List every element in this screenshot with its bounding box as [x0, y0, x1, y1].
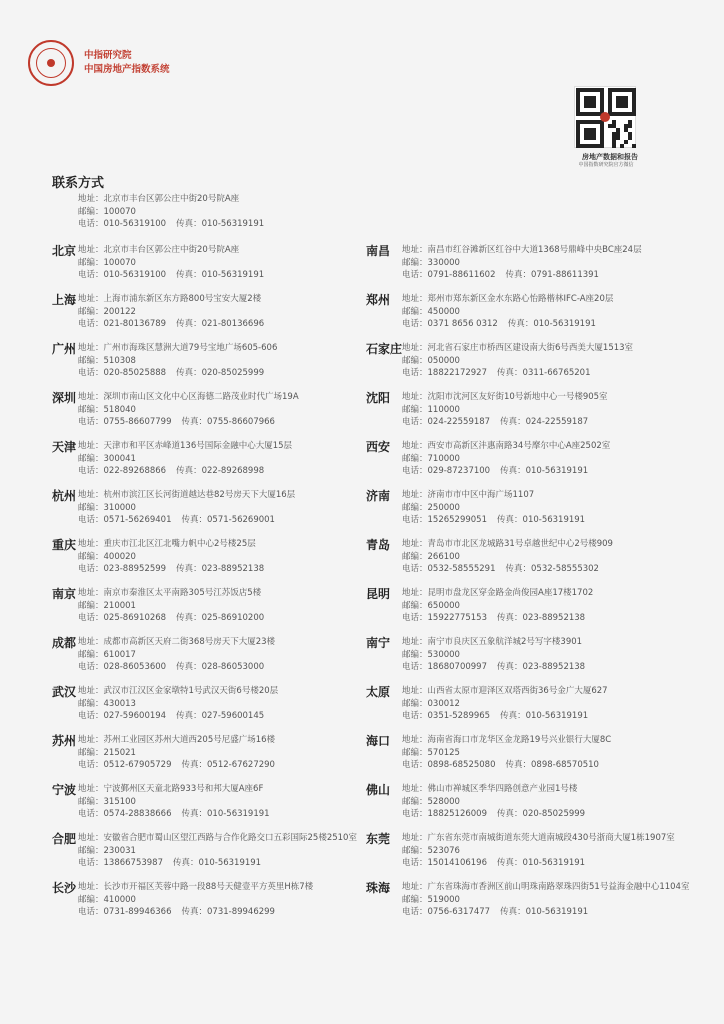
address-value: 济南市市中区中海广场1107	[427, 490, 535, 500]
postcode-value: 400020	[103, 551, 136, 562]
office-city: 深圳	[52, 391, 77, 405]
phone-label: 电话：	[402, 564, 428, 574]
phone-value: 0574-28838666	[103, 809, 172, 819]
address-value: 山西省太原市迎泽区双塔西街36号金广大厦627	[427, 686, 608, 696]
address-label: 地址：	[402, 735, 428, 745]
postcode-value: 266100	[427, 551, 460, 562]
phone-label: 电话：	[402, 662, 428, 672]
postcode-label: 邮编：	[78, 845, 104, 856]
postcode-label: 邮编：	[78, 502, 104, 513]
phone-value: 022-89268866	[103, 466, 167, 476]
address-label: 地址：	[78, 588, 104, 598]
fax-label: 传真：	[181, 760, 207, 770]
address-label: 地址：	[402, 588, 428, 598]
office-info	[402, 881, 689, 919]
fax-label: 传真：	[176, 270, 202, 280]
office-city: 天津	[52, 440, 77, 454]
office-info	[402, 832, 675, 870]
postcode-value: 100070	[103, 257, 136, 268]
phone-label: 电话：	[402, 417, 428, 427]
phone-value: 029-87237100	[427, 466, 491, 476]
office-info	[78, 783, 270, 821]
office-info	[78, 832, 357, 870]
postcode-value: 430013	[103, 698, 136, 709]
phone-value: 0532-58555291	[427, 564, 496, 574]
office-info	[402, 391, 608, 429]
office-info	[78, 587, 264, 625]
fax-label: 传真：	[176, 662, 202, 672]
phone-label: 电话：	[402, 466, 428, 476]
address-label: 地址：	[402, 392, 428, 402]
address-label: 地址：	[78, 441, 104, 451]
phone-value: 18825126009	[427, 809, 488, 819]
fax-value: 010-56319191	[207, 809, 270, 819]
phone-value: 024-22559187	[427, 417, 491, 427]
fax-label: 传真：	[497, 858, 523, 868]
phone-value: 025-86910268	[103, 613, 167, 623]
fax-label: 传真：	[505, 760, 531, 770]
postcode-label: 邮编：	[78, 206, 104, 217]
postcode-label: 邮编：	[78, 257, 104, 268]
phone-value: 15014106196	[427, 858, 488, 868]
office-info	[78, 636, 275, 674]
postcode-value: 230031	[103, 845, 136, 856]
postcode-value: 310000	[103, 502, 136, 513]
fax-value: 010-56319191	[533, 319, 596, 329]
logo-icon	[28, 40, 74, 86]
address-value: 宁波鄞州区天童北路933号和邦大厦A座6F	[103, 784, 264, 794]
fax-value: 010-56319191	[201, 270, 265, 280]
fax-value: 010-56319191	[525, 711, 589, 721]
office-city: 郑州	[366, 293, 391, 307]
office-info	[402, 587, 593, 625]
fax-label: 传真：	[176, 368, 202, 378]
address-label: 地址：	[78, 539, 104, 549]
fax-value: 0791-88611391	[531, 270, 599, 280]
postcode-label: 邮编：	[402, 404, 428, 415]
fax-value: 021-80136696	[201, 319, 265, 329]
office-info	[78, 685, 278, 723]
fax-label: 传真：	[500, 417, 526, 427]
postcode-label: 邮编：	[78, 404, 104, 415]
address-value: 郑州市郑东新区金水东路心怡路楷林IFC-A座20层	[427, 294, 614, 304]
postcode-value: 200122	[103, 306, 136, 317]
fax-value: 0898-68570510	[531, 760, 599, 770]
phone-value: 0351-5289965	[427, 711, 491, 721]
address-value: 天津市和平区赤峰道136号国际金融中心大厦15层	[103, 441, 293, 451]
office-city: 昆明	[366, 587, 391, 601]
address-value: 深圳市南山区文化中心区海德二路茂业时代广场19A	[103, 392, 299, 402]
office-info	[78, 293, 264, 331]
postcode-label: 邮编：	[402, 796, 428, 807]
phone-label: 电话：	[78, 417, 104, 427]
office-city: 西安	[366, 440, 391, 454]
postcode-label: 邮编：	[402, 355, 428, 366]
qr-code-icon	[574, 86, 636, 148]
postcode-value: 528000	[427, 796, 460, 807]
address-value: 上海市浦东新区东方路800号宝安大厦2楼	[103, 294, 262, 304]
phone-value: 18822172927	[427, 368, 488, 378]
postcode-value: 250000	[427, 502, 460, 513]
phone-value: 18680700997	[427, 662, 488, 672]
phone-label: 电话：	[402, 858, 428, 868]
postcode-value: 650000	[427, 600, 460, 611]
office-info	[78, 244, 264, 282]
address-label: 地址：	[78, 194, 104, 204]
fax-label: 传真：	[176, 564, 202, 574]
phone-label: 电话：	[78, 809, 104, 819]
phone-label: 电话：	[78, 613, 104, 623]
fax-label: 传真：	[497, 515, 523, 525]
fax-value: 0571-56269001	[207, 515, 275, 525]
fax-value: 010-56319191	[525, 907, 589, 917]
postcode-label: 邮编：	[402, 306, 428, 317]
phone-label: 电话：	[402, 515, 428, 525]
fax-value: 025-86910200	[201, 613, 265, 623]
address-label: 地址：	[402, 343, 428, 353]
postcode-value: 530000	[427, 649, 460, 660]
office-city: 重庆	[52, 538, 77, 552]
phone-value: 13866753987	[103, 858, 164, 868]
postcode-value: 210001	[103, 600, 136, 611]
phone-label: 电话：	[402, 907, 428, 917]
phone-value: 0756-6317477	[427, 907, 491, 917]
fax-label: 传真：	[505, 270, 531, 280]
phone-value: 028-86053600	[103, 662, 167, 672]
postcode-label: 邮编：	[78, 600, 104, 611]
postcode-label: 邮编：	[78, 355, 104, 366]
postcode-value: 523076	[427, 845, 460, 856]
phone-label: 电话：	[78, 907, 104, 917]
fax-value: 010-56319191	[525, 466, 589, 476]
postcode-value: 100070	[103, 206, 136, 217]
address-value: 苏州工业园区苏州大道西205号尼盛广场16楼	[103, 735, 276, 745]
office-city: 广州	[52, 342, 77, 356]
fax-label: 传真：	[507, 319, 534, 329]
office-city: 合肥	[52, 832, 77, 846]
postcode-value: 410000	[103, 894, 136, 905]
address-value: 昆明市盘龙区穿金路金尚俊园A座17楼1702	[427, 588, 594, 598]
fax-value: 0311-66765201	[522, 368, 591, 378]
phone-value: 0731-89946366	[103, 907, 172, 917]
postcode-value: 570125	[427, 747, 460, 758]
fax-label: 传真：	[176, 711, 202, 721]
phone-label: 电话：	[78, 564, 104, 574]
fax-value: 022-89268998	[201, 466, 265, 476]
phone-value: 0371 8656 0312	[427, 319, 498, 329]
phone-label: 电话：	[402, 613, 428, 623]
office-city: 苏州	[52, 734, 77, 748]
phone-value: 020-85025888	[103, 368, 167, 378]
address-value: 西安市高新区沣惠南路34号摩尔中心A座2502室	[427, 441, 611, 451]
address-label: 地址：	[78, 882, 104, 892]
office-city: 上海	[52, 293, 77, 307]
fax-value: 0731-89946299	[207, 907, 275, 917]
phone-label: 电话：	[78, 466, 104, 476]
office-info	[78, 881, 313, 919]
fax-label: 传真：	[181, 417, 207, 427]
page-header	[28, 40, 170, 86]
fax-value: 024-22559187	[525, 417, 589, 427]
office-city: 石家庄	[366, 342, 403, 356]
office-info	[78, 734, 275, 772]
office-info	[402, 538, 613, 576]
phone-label: 电话：	[78, 662, 104, 672]
phone-label: 电话：	[78, 515, 104, 525]
phone-value: 010-56319100	[103, 270, 167, 280]
fax-value: 020-85025999	[522, 809, 586, 819]
office-info	[402, 244, 642, 282]
fax-value: 0755-86607966	[207, 417, 275, 427]
office-info	[402, 685, 608, 723]
postcode-value: 215021	[103, 747, 136, 758]
office-info	[402, 342, 633, 380]
fax-label: 传真：	[500, 466, 526, 476]
postcode-value: 518040	[103, 404, 136, 415]
postcode-label: 邮编：	[402, 453, 428, 464]
phone-value: 0571-56269401	[103, 515, 172, 525]
postcode-value: 050000	[427, 355, 460, 366]
address-value: 河北省石家庄市桥西区建设南大街6号西美大厦1513室	[427, 343, 634, 353]
fax-label: 传真：	[500, 711, 526, 721]
fax-label: 传真：	[181, 515, 207, 525]
office-info	[78, 538, 264, 576]
office-city: 北京	[52, 244, 77, 258]
address-value: 南昌市红谷滩新区红谷中大道1368号鼎峰中央BC座24层	[427, 245, 642, 255]
phone-label: 电话：	[402, 270, 428, 280]
phone-label: 电话：	[78, 219, 104, 229]
postcode-label: 邮编：	[402, 894, 428, 905]
office-city: 东莞	[366, 832, 391, 846]
fax-label: 传真：	[497, 368, 523, 378]
phone-label: 电话：	[402, 319, 428, 329]
fax-value: 023-88952138	[522, 662, 586, 672]
office-city: 南昌	[366, 244, 391, 258]
address-label: 地址：	[402, 637, 428, 647]
phone-value: 0512-67905729	[103, 760, 172, 770]
office-city: 武汉	[52, 685, 77, 699]
postcode-value: 450000	[427, 306, 460, 317]
address-label: 地址：	[78, 686, 104, 696]
address-label: 地址：	[78, 392, 104, 402]
address-value: 杭州市滨江区长河街道越达巷82号房天下大厦16层	[103, 490, 296, 500]
address-value: 海南省海口市龙华区金龙路19号兴业银行大厦8C	[427, 735, 612, 745]
postcode-label: 邮编：	[402, 747, 428, 758]
address-label: 地址：	[402, 441, 428, 451]
fax-label: 传真：	[176, 219, 202, 229]
office-city: 宁波	[52, 783, 77, 797]
phone-label: 电话：	[402, 711, 428, 721]
address-value: 青岛市市北区龙城路31号卓越世纪中心2号楼909	[427, 539, 613, 549]
postcode-value: 315100	[103, 796, 136, 807]
phone-label: 电话：	[78, 319, 104, 329]
address-label: 地址：	[78, 784, 104, 794]
phone-label: 电话：	[78, 368, 104, 378]
postcode-value: 300041	[103, 453, 136, 464]
postcode-label: 邮编：	[402, 257, 428, 268]
fax-label: 传真：	[497, 662, 523, 672]
fax-value: 028-86053000	[201, 662, 265, 672]
office-info	[78, 391, 299, 429]
fax-label: 传真：	[176, 319, 202, 329]
postcode-label: 邮编：	[402, 502, 428, 513]
office-city: 成都	[52, 636, 77, 650]
office-city: 青岛	[366, 538, 391, 552]
fax-label: 传真：	[181, 907, 207, 917]
address-label: 地址：	[78, 637, 104, 647]
address-label: 地址：	[78, 833, 104, 843]
address-value: 武汉市江汉区金家墩特1号武汉天街6号楼20层	[103, 686, 279, 696]
phone-value: 15265299051	[427, 515, 488, 525]
fax-value: 020-85025999	[201, 368, 265, 378]
fax-label: 传真：	[176, 613, 202, 623]
postcode-label: 邮编：	[402, 649, 428, 660]
address-value: 长沙市开福区芙蓉中路一段88号天健壹平方英里H栋7楼	[103, 882, 314, 892]
address-value: 成都市高新区天府二街368号房天下大厦23楼	[103, 637, 276, 647]
office-info	[78, 489, 295, 527]
office-city: 杭州	[52, 489, 77, 503]
phone-label: 电话：	[402, 809, 428, 819]
postcode-value: 110000	[427, 404, 460, 415]
office-info	[78, 342, 277, 380]
phone-label: 电话：	[402, 368, 428, 378]
address-value: 佛山市禅城区季华四路创意产业园1号楼	[427, 784, 578, 794]
fax-value: 027-59600145	[201, 711, 265, 721]
fax-value: 010-56319191	[198, 858, 262, 868]
fax-label: 传真：	[497, 613, 523, 623]
office-city: 珠海	[366, 881, 391, 895]
phone-value: 0791-88611602	[427, 270, 496, 280]
fax-label: 传真：	[181, 809, 207, 819]
postcode-label: 邮编：	[78, 649, 104, 660]
address-label: 地址：	[402, 686, 428, 696]
address-label: 地址：	[78, 245, 104, 255]
address-value: 南宁市良庆区五象航洋城2号写字楼3901	[427, 637, 583, 647]
phone-label: 电话：	[78, 760, 104, 770]
address-value: 南京市秦淮区太平南路305号江苏饭店5楼	[103, 588, 262, 598]
fax-value: 010-56319191	[201, 219, 265, 229]
address-label: 地址：	[402, 833, 428, 843]
phone-value: 0755-86607799	[103, 417, 172, 427]
brand-line-2: 中国房地产指数系统	[84, 64, 170, 75]
office-info	[78, 440, 292, 478]
fax-label: 传真：	[497, 809, 523, 819]
office-city: 长沙	[52, 881, 77, 895]
fax-value: 010-56319191	[522, 858, 586, 868]
address-label: 地址：	[78, 735, 104, 745]
fax-label: 传真：	[505, 564, 531, 574]
qr-subcaption: 中国指数研究院官方微信	[578, 162, 634, 168]
office-info	[402, 440, 610, 478]
postcode-value: 519000	[427, 894, 460, 905]
postcode-label: 邮编：	[78, 796, 104, 807]
postcode-label: 邮编：	[78, 551, 104, 562]
fax-label: 传真：	[173, 858, 199, 868]
address-label: 地址：	[78, 490, 104, 500]
address-value: 广东省珠海市香洲区前山明珠南路翠珠四街51号益海金融中心1104室	[427, 882, 690, 892]
fax-value: 010-56319191	[522, 515, 586, 525]
office-city: 济南	[366, 489, 391, 503]
office-city: 南宁	[366, 636, 391, 650]
phone-label: 电话：	[78, 270, 104, 280]
postcode-label: 邮编：	[78, 698, 104, 709]
postcode-label: 邮编：	[402, 698, 428, 709]
postcode-label: 邮编：	[402, 845, 428, 856]
brand-line-1: 中指研究院	[84, 50, 132, 61]
postcode-label: 邮编：	[78, 453, 104, 464]
section-title: 联系方式	[52, 176, 105, 191]
fax-value: 0532-58555302	[531, 564, 599, 574]
address-value: 安徽省合肥市蜀山区望江西路与合作化路交口五彩国际25楼2510室	[103, 833, 357, 843]
postcode-value: 330000	[427, 257, 460, 268]
postcode-label: 邮编：	[78, 306, 104, 317]
office-info	[402, 293, 613, 331]
phone-value: 021-80136789	[103, 319, 167, 329]
office-city: 南京	[52, 587, 77, 601]
office-city: 沈阳	[366, 391, 391, 405]
postcode-label: 邮编：	[78, 747, 104, 758]
postcode-value: 510308	[103, 355, 136, 366]
address-label: 地址：	[402, 784, 428, 794]
address-label: 地址：	[402, 294, 428, 304]
fax-value: 023-88952138	[522, 613, 586, 623]
phone-value: 15922775153	[427, 613, 488, 623]
phone-label: 电话：	[78, 711, 104, 721]
address-label: 地址：	[78, 343, 104, 353]
address-value: 北京市丰台区郭公庄中街20号院A座	[103, 245, 240, 255]
office-city: 太原	[366, 685, 391, 699]
fax-value: 0512-67627290	[207, 760, 275, 770]
address-value: 重庆市江北区江北嘴力帆中心2号楼25层	[103, 539, 256, 549]
address-value: 广东省东莞市南城街道东莞大道南城段430号浙商大厦1栋1907室	[427, 833, 675, 843]
phone-label: 电话：	[78, 858, 104, 868]
phone-value: 023-88952599	[103, 564, 167, 574]
postcode-label: 邮编：	[402, 551, 428, 562]
office-info	[402, 783, 585, 821]
address-value: 广州市海珠区慧洲大道79号宝地广场605-606	[103, 343, 278, 353]
brand-name	[84, 49, 170, 77]
office-city: 海口	[366, 734, 391, 748]
address-value: 北京市丰台区郭公庄中街20号院A座	[103, 194, 240, 204]
address-label: 地址：	[78, 294, 104, 304]
postcode-value: 030012	[427, 698, 460, 709]
phone-value: 027-59600194	[103, 711, 167, 721]
headquarters-contact	[78, 193, 264, 231]
postcode-label: 邮编：	[402, 600, 428, 611]
fax-label: 传真：	[500, 907, 526, 917]
office-city: 佛山	[366, 783, 391, 797]
office-info	[402, 734, 611, 772]
postcode-label: 邮编：	[78, 894, 104, 905]
postcode-value: 610017	[103, 649, 136, 660]
phone-label: 电话：	[402, 760, 428, 770]
postcode-value: 710000	[427, 453, 460, 464]
phone-value: 010-56319100	[103, 219, 167, 229]
fax-label: 传真：	[176, 466, 202, 476]
office-info	[402, 489, 585, 527]
address-label: 地址：	[402, 882, 428, 892]
address-label: 地址：	[402, 539, 428, 549]
fax-value: 023-88952138	[201, 564, 265, 574]
address-value: 沈阳市沈河区友好街10号新地中心一号楼905室	[427, 392, 608, 402]
phone-value: 0898-68525080	[427, 760, 496, 770]
office-info	[402, 636, 585, 674]
address-label: 地址：	[402, 490, 428, 500]
qr-caption: 房地产数据和报告	[582, 153, 638, 161]
address-label: 地址：	[402, 245, 428, 255]
